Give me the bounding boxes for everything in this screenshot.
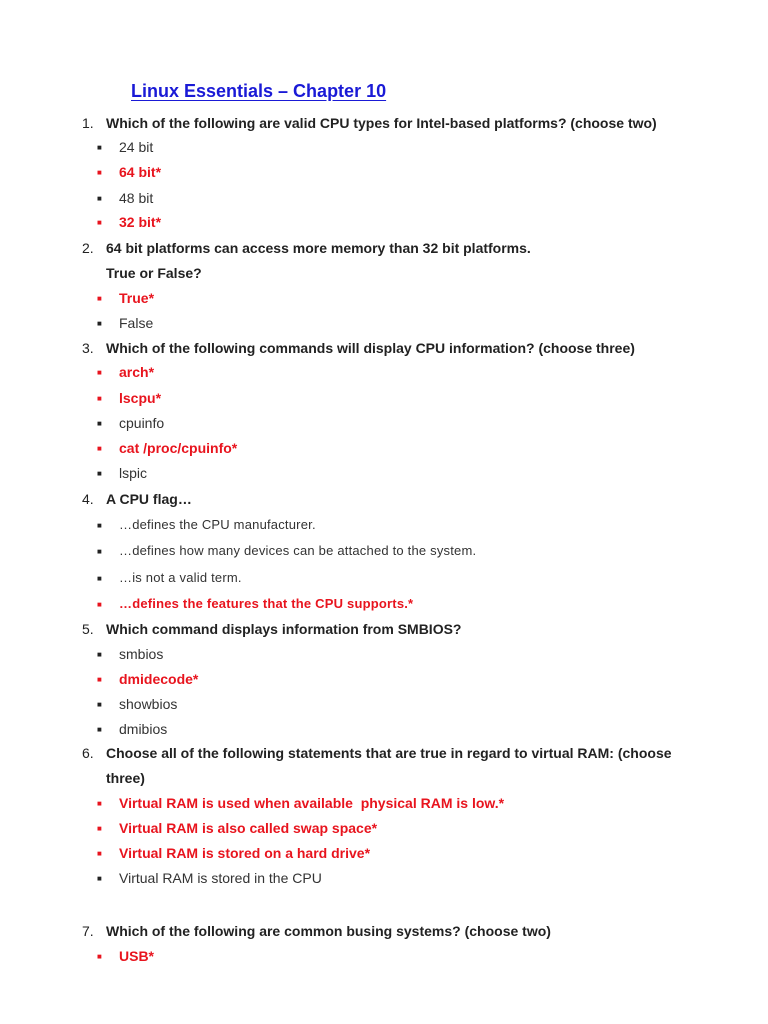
question-number: 7.: [82, 923, 94, 939]
answer-option: False: [119, 315, 154, 331]
bullet-icon: ■: [97, 700, 102, 709]
bullet-icon: ■: [97, 469, 102, 478]
correct-answer-option: True*: [119, 290, 155, 306]
bullet-icon: ■: [97, 419, 102, 428]
answer-option: …defines the CPU manufacturer.: [119, 517, 316, 532]
bullet-icon: ■: [97, 574, 102, 583]
bullet-icon: ■: [97, 194, 102, 203]
correct-answer-option: dmidecode*: [119, 671, 199, 687]
question-number: 3.: [82, 340, 94, 356]
question-text: Which of the following commands will display CPU information? (choose three): [106, 340, 635, 356]
answer-option: 24 bit: [119, 139, 154, 155]
correct-answer-option: cat /proc/cpuinfo*: [119, 440, 238, 456]
question-number: 6.: [82, 745, 94, 761]
bullet-icon: ■: [97, 952, 102, 961]
question-text: A CPU flag…: [106, 491, 192, 507]
question-text: 64 bit platforms can access more memory than 32 bit platforms.: [106, 240, 531, 256]
correct-answer-option: …defines the features that the CPU supports.*: [119, 596, 414, 611]
bullet-icon: ■: [97, 675, 102, 684]
bullet-icon: ■: [97, 368, 102, 377]
bullet-icon: ■: [97, 849, 102, 858]
question-text: Which of the following are common busing systems? (choose two): [106, 923, 551, 939]
correct-answer-option: USB*: [119, 948, 155, 964]
answer-option: 48 bit: [119, 190, 154, 206]
question-text-continued: True or False?: [106, 265, 202, 281]
question-text-continued: three): [106, 770, 145, 786]
bullet-icon: ■: [97, 547, 102, 556]
answer-option: lspic: [119, 465, 148, 481]
bullet-icon: ■: [97, 218, 102, 227]
question-text: Choose all of the following statements that are true in regard to virtual RAM: (choose: [106, 745, 672, 761]
correct-answer-option: arch*: [119, 364, 155, 380]
answer-option: …is not a valid term.: [119, 570, 242, 585]
bullet-icon: ■: [97, 444, 102, 453]
answer-option: dmibios: [119, 721, 168, 737]
bullet-icon: ■: [97, 294, 102, 303]
question-number: 4.: [82, 491, 94, 507]
correct-answer-option: 64 bit*: [119, 164, 162, 180]
bullet-icon: ■: [97, 874, 102, 883]
answer-option: showbios: [119, 696, 178, 712]
answer-option: …defines how many devices can be attached to the system.: [119, 543, 477, 558]
bullet-icon: ■: [97, 600, 102, 609]
correct-answer-option: Virtual RAM is also called swap space*: [119, 820, 378, 836]
document-title: Linux Essentials – Chapter 10: [131, 81, 387, 101]
bullet-icon: ■: [97, 824, 102, 833]
question-number: 2.: [82, 240, 94, 256]
question-number: 1.: [82, 115, 94, 131]
bullet-icon: ■: [97, 521, 102, 530]
bullet-icon: ■: [97, 394, 102, 403]
correct-answer-option: 32 bit*: [119, 214, 162, 230]
bullet-icon: ■: [97, 168, 102, 177]
bullet-icon: ■: [97, 143, 102, 152]
question-number: 5.: [82, 621, 94, 637]
question-text: Which command displays information from SMBIOS?: [106, 621, 462, 637]
question-text: Which of the following are valid CPU types for Intel-based platforms? (choose two): [106, 115, 657, 131]
bullet-icon: ■: [97, 725, 102, 734]
answer-option: cpuinfo: [119, 415, 165, 431]
correct-answer-option: Virtual RAM is stored on a hard drive*: [119, 845, 371, 861]
correct-answer-option: Virtual RAM is used when available physical RAM is low.*: [119, 795, 505, 811]
answer-option: Virtual RAM is stored in the CPU: [119, 870, 322, 886]
answer-option: smbios: [119, 646, 164, 662]
bullet-icon: ■: [97, 319, 102, 328]
bullet-icon: ■: [97, 799, 102, 808]
bullet-icon: ■: [97, 650, 102, 659]
correct-answer-option: lscpu*: [119, 390, 162, 406]
